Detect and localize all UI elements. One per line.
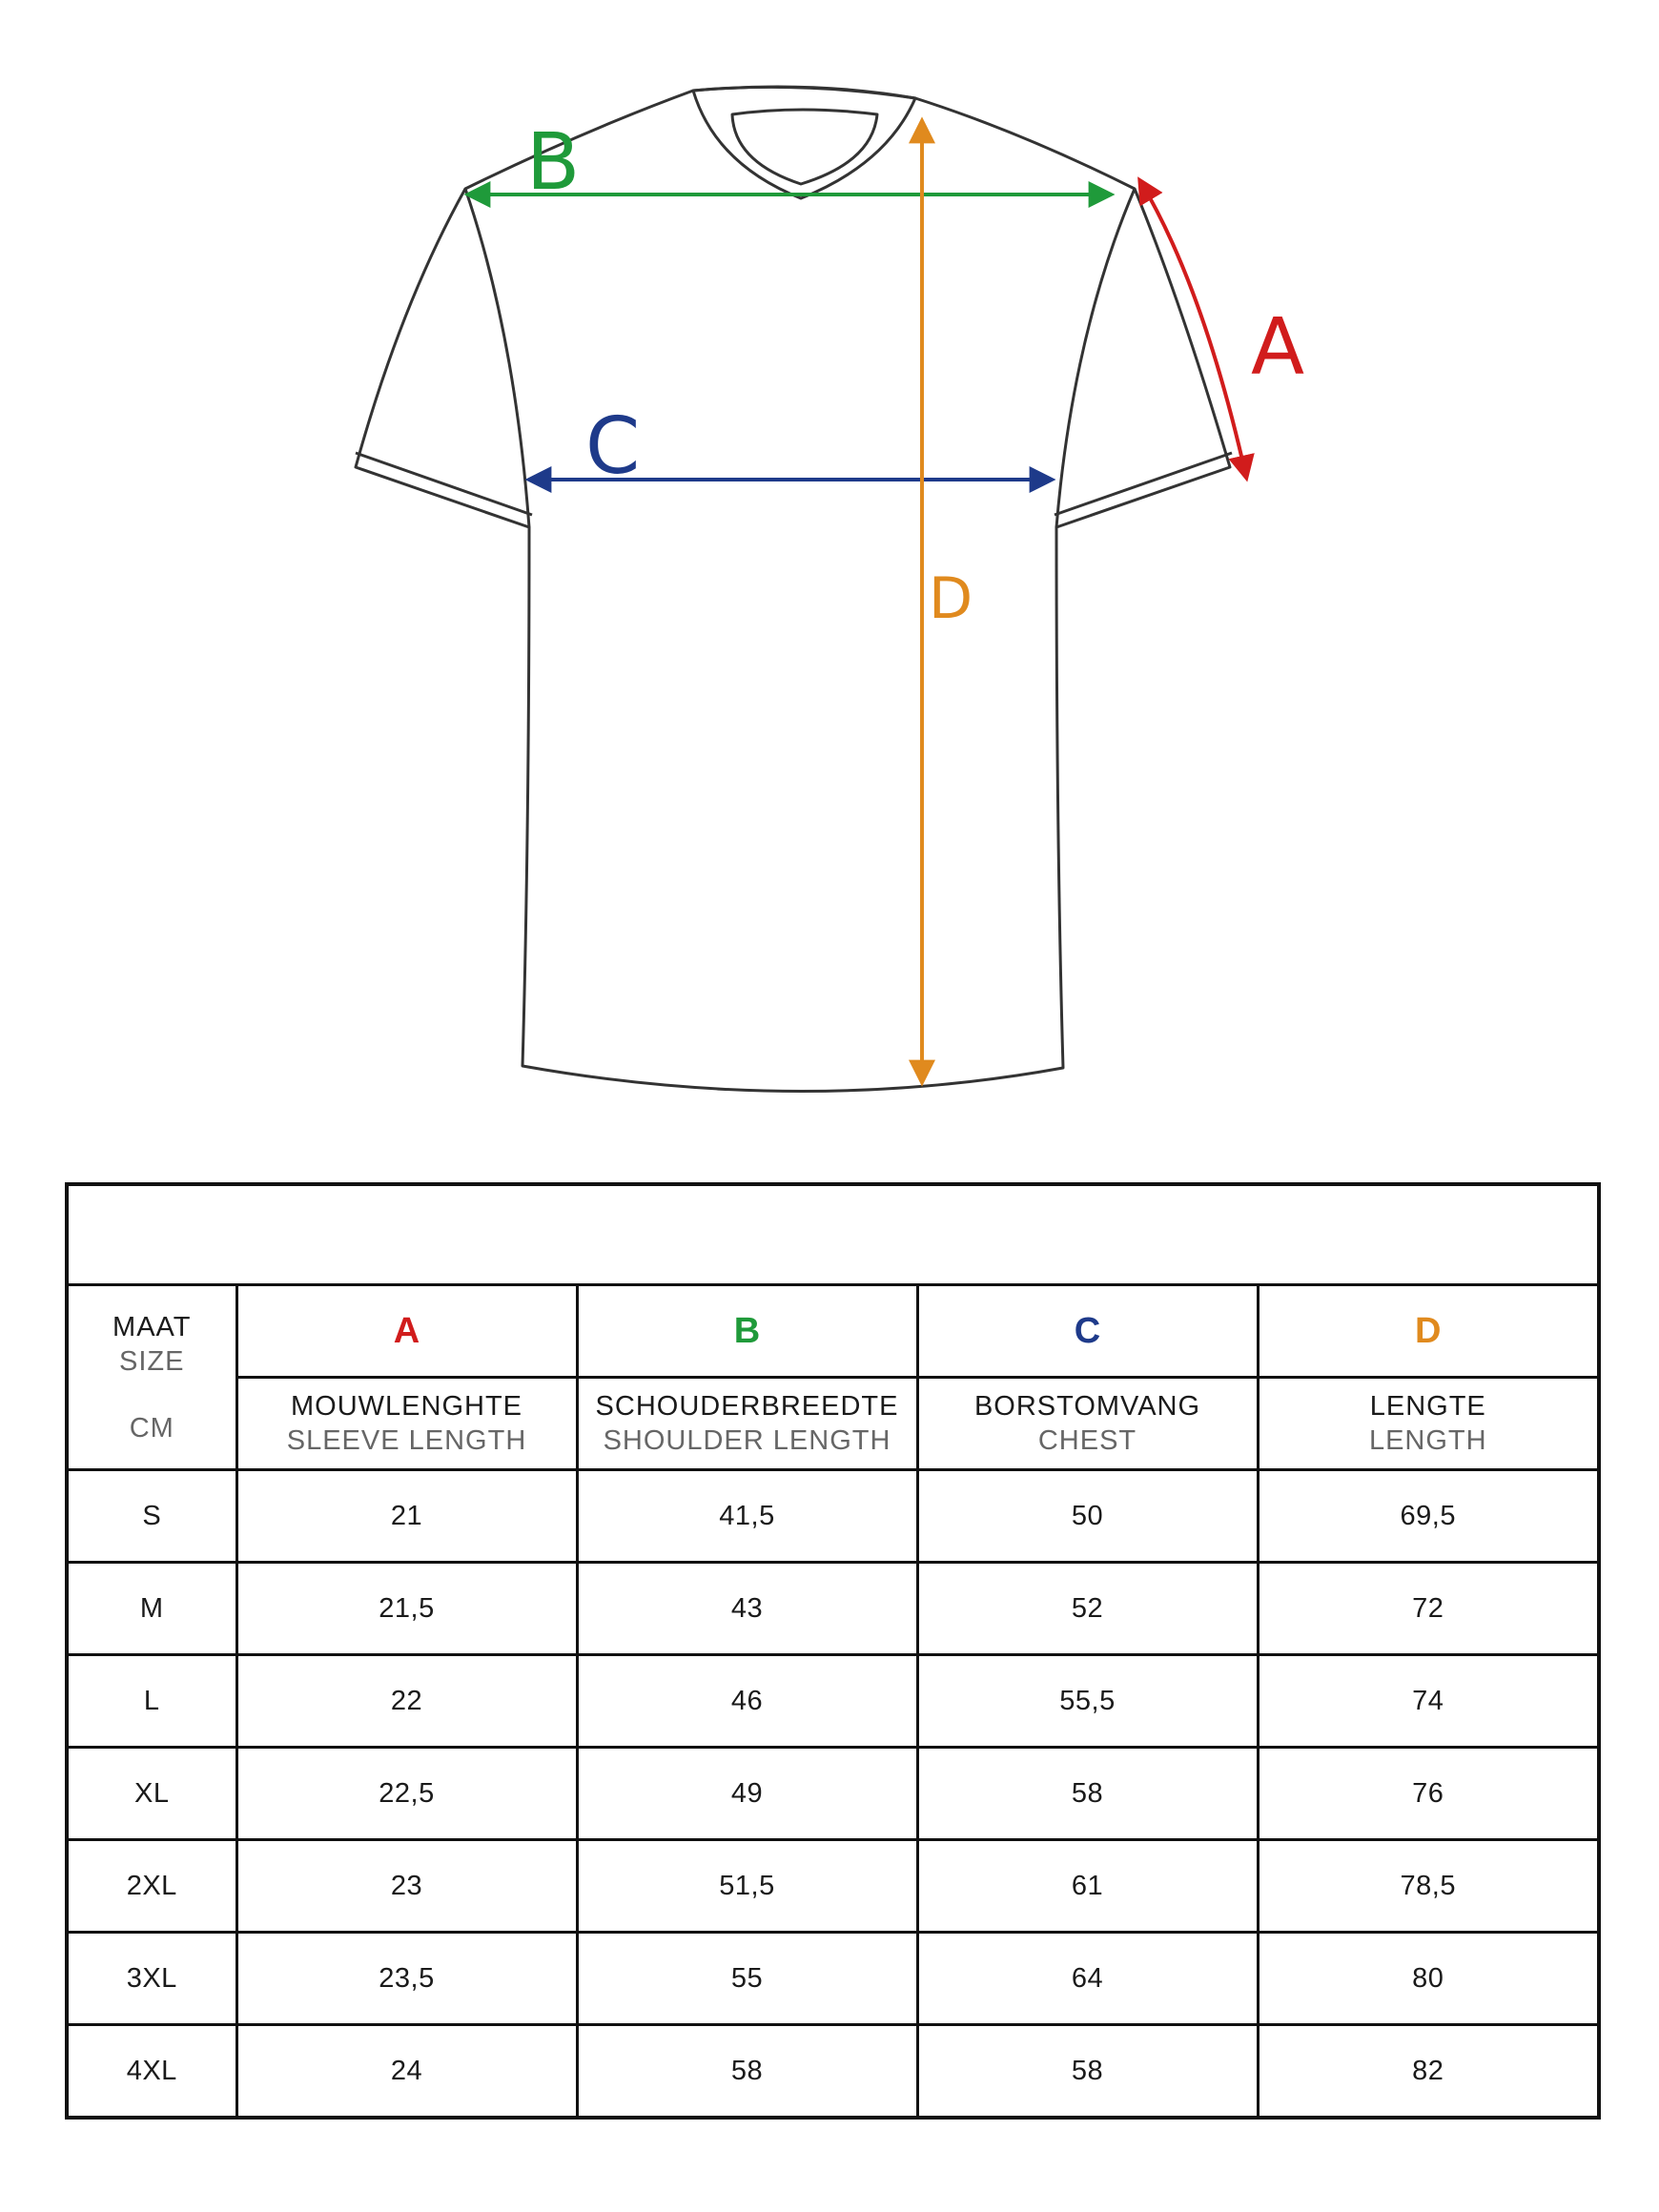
size-cell: 2XL [67, 1840, 236, 1933]
value-cell-c: 50 [917, 1470, 1258, 1563]
col-letter-c: C [917, 1285, 1258, 1378]
table-title-row [67, 1184, 1599, 1285]
measure-a-label: A [1251, 302, 1305, 393]
col-header-d: LENGTE LENGTH [1258, 1378, 1599, 1470]
value-cell-b: 58 [577, 2025, 917, 2119]
value-cell-d: 76 [1258, 1748, 1599, 1840]
table-row [67, 1470, 1599, 1563]
table-row [67, 1748, 1599, 1840]
value-cell-b: 49 [577, 1748, 917, 1840]
table-row [67, 1840, 1599, 1933]
table-row [67, 1655, 1599, 1748]
value-cell-c: 58 [917, 2025, 1258, 2119]
table-title [67, 1184, 1599, 1285]
size-header-cell [67, 1285, 236, 1470]
col-letter-b: B [577, 1285, 917, 1378]
value-cell-b: 43 [577, 1563, 917, 1655]
value-cell-a: 21 [236, 1470, 577, 1563]
size-cell: S [67, 1470, 236, 1563]
value-cell-d: 72 [1258, 1563, 1599, 1655]
size-header-nl: MAAT [113, 1312, 192, 1342]
value-cell-d: 74 [1258, 1655, 1599, 1748]
measure-c-label: C [585, 401, 641, 492]
value-cell-b: 41,5 [577, 1470, 917, 1563]
value-cell-c: 52 [917, 1563, 1258, 1655]
col-letter-d: D [1258, 1285, 1599, 1378]
value-cell-c: 61 [917, 1840, 1258, 1933]
value-cell-c: 64 [917, 1933, 1258, 2025]
size-cell: L [67, 1655, 236, 1748]
value-cell-c: 58 [917, 1748, 1258, 1840]
tshirt-outline [356, 87, 1232, 1092]
value-cell-d: 69,5 [1258, 1470, 1599, 1563]
value-cell-d: 78,5 [1258, 1840, 1599, 1933]
measure-d-label: D [929, 565, 973, 632]
value-cell-b: 51,5 [577, 1840, 917, 1933]
value-cell-b: 55 [577, 1933, 917, 2025]
value-cell-a: 22,5 [236, 1748, 577, 1840]
value-cell-a: 23 [236, 1840, 577, 1933]
size-header-unit: CM [129, 1413, 174, 1444]
value-cell-a: 22 [236, 1655, 577, 1748]
size-table [65, 1182, 1601, 2120]
table-row [67, 1563, 1599, 1655]
column-header-row [67, 1378, 1599, 1470]
value-cell-c: 55,5 [917, 1655, 1258, 1748]
size-header-en: SIZE [119, 1346, 185, 1377]
letter-row [67, 1285, 1599, 1378]
size-cell: M [67, 1563, 236, 1655]
value-cell-d: 82 [1258, 2025, 1599, 2119]
size-cell: 4XL [67, 2025, 236, 2119]
col-header-c: BORSTOMVANG CHEST [917, 1378, 1258, 1470]
col-header-b: SCHOUDERBREEDTE SHOULDER LENGTH [577, 1378, 917, 1470]
value-cell-b: 46 [577, 1655, 917, 1748]
size-cell: 3XL [67, 1933, 236, 2025]
col-header-a: MOUWLENGHTE SLEEVE LENGTH [236, 1378, 577, 1470]
value-cell-a: 21,5 [236, 1563, 577, 1655]
table-row [67, 1933, 1599, 2025]
measure-b-label: B [526, 117, 581, 208]
col-letter-a: A [236, 1285, 577, 1378]
value-cell-d: 80 [1258, 1933, 1599, 2025]
measure-a-arrow [1140, 181, 1246, 477]
table-row [67, 2025, 1599, 2119]
size-cell: XL [67, 1748, 236, 1840]
value-cell-a: 24 [236, 2025, 577, 2119]
value-cell-a: 23,5 [236, 1933, 577, 2025]
